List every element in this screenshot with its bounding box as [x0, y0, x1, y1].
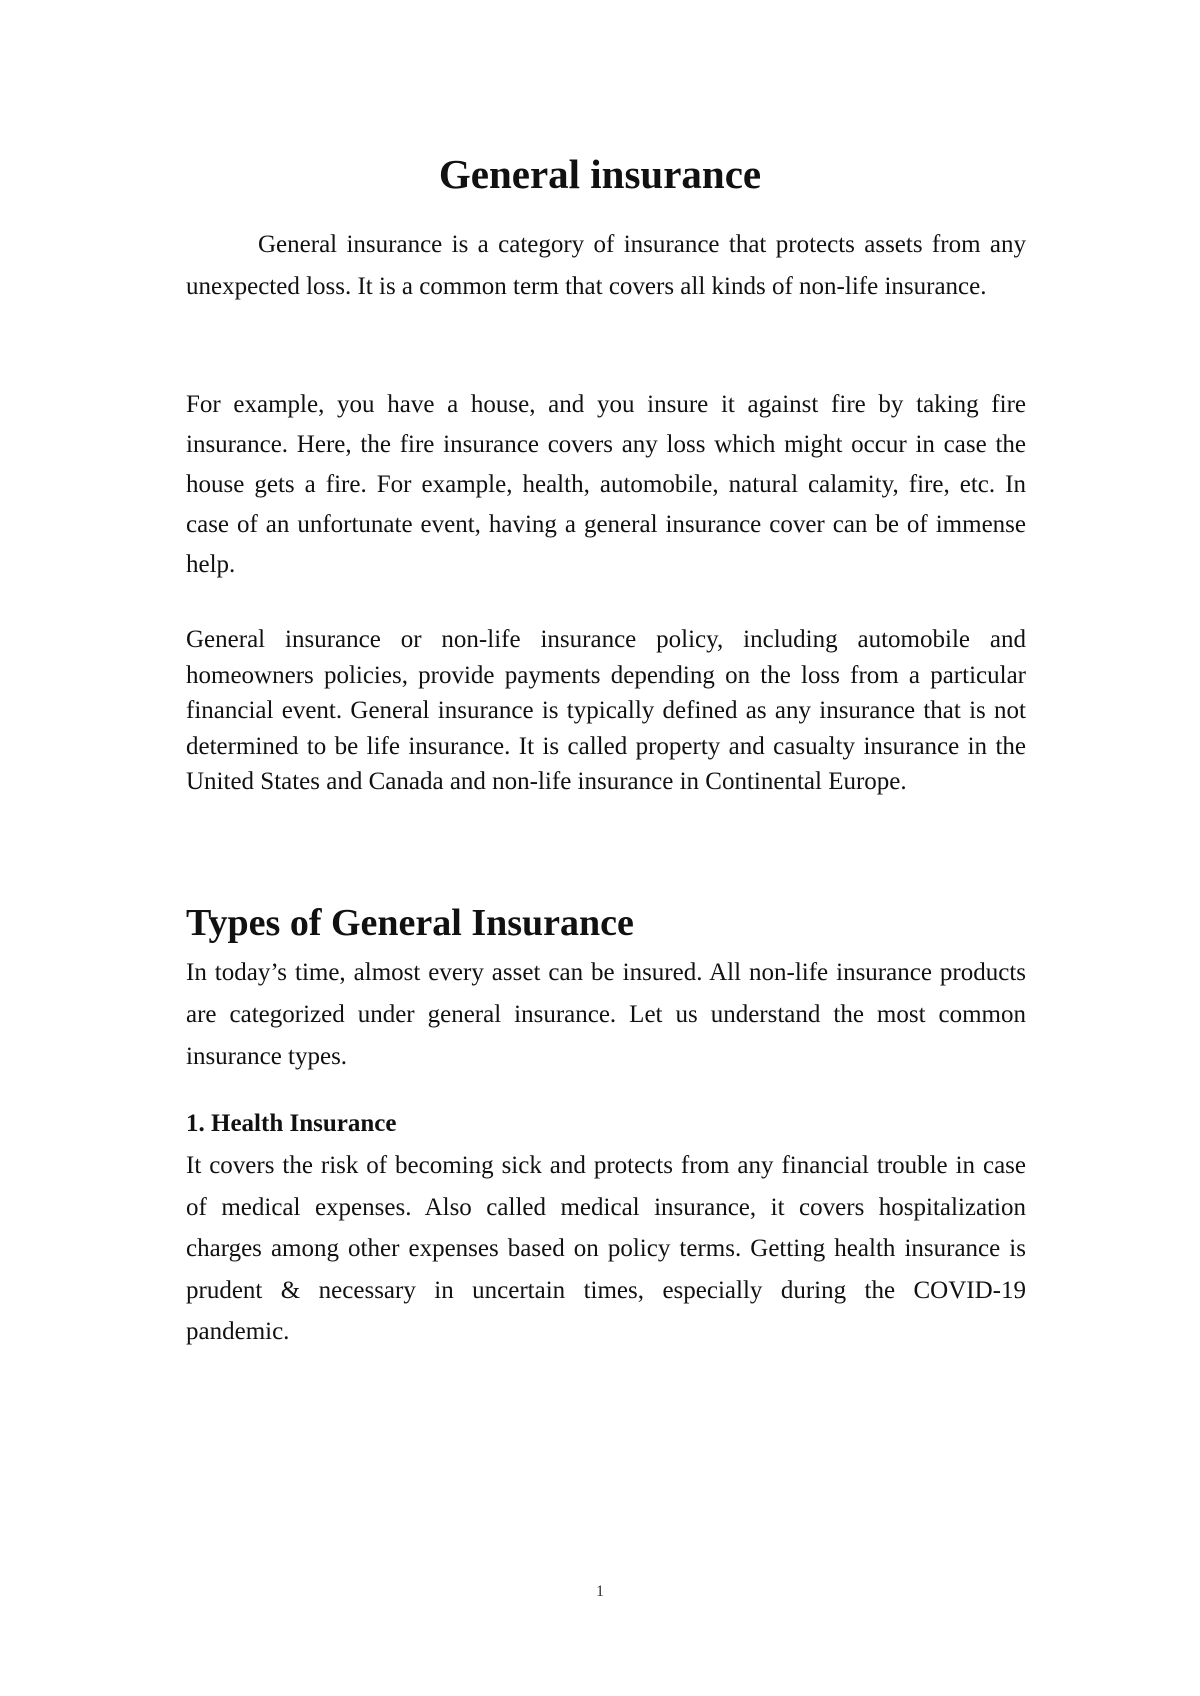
types-section-intro: In today’s time, almost every asset can be insured. All non-life insurance products are categorized under general insurance. Let us understand the most common insurance types.	[186, 959, 1026, 1070]
types-section-heading: Types of General Insurance	[186, 902, 634, 944]
health-insurance-paragraph: It covers the risk of becoming sick and protects from any financial trouble in case of medical expenses. Also called medical insurance, it covers hospitalization charges among other expenses based on policy terms. Getting health insurance is prudent & necessary in uncertain times, especially during the COVID-19 pandemic.	[186, 1152, 1026, 1345]
intro-paragraph-2: For example, you have a house, and you insure it against fire by taking fire insurance. Here, the fire insurance covers any loss which might occur in case the house gets a fire. For example, health, automobile, natural calamity, fire, etc. In case of an unfortunate event, having a general insurance cover can be of immense help.	[186, 391, 1026, 578]
intro-paragraph-1: General insurance is a category of insurance that protects assets from any unexpected loss. It is a common term that covers all kinds of non-life insurance.	[186, 231, 1026, 300]
page-number: 1	[596, 1583, 604, 1600]
health-insurance-heading: 1. Health Insurance	[186, 1110, 397, 1137]
document-title: General insurance	[438, 151, 762, 197]
intro-paragraph-3: General insurance or non-life insurance policy, including automobile and homeowners policies, provide payments depending on the loss from a particular financial event. General insurance is typically defined as any insurance that is not determined to be life insurance. It is called property and casualty insurance in the United States and Canada and non-life insurance in Continental Europe.	[186, 626, 1026, 795]
